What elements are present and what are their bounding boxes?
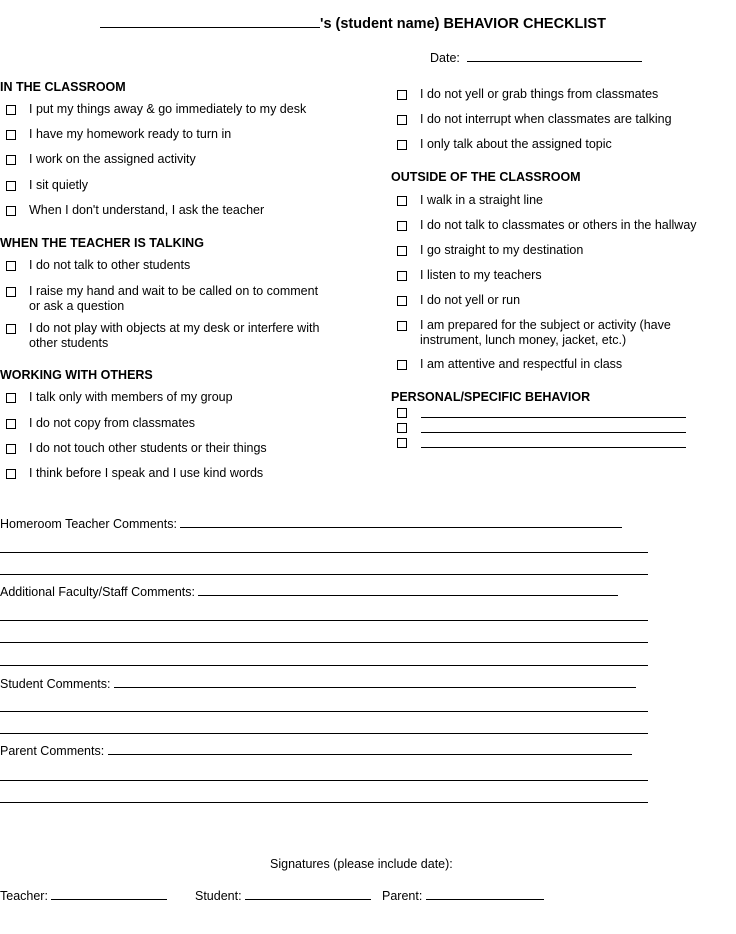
date-row — [430, 48, 642, 65]
checkbox[interactable] — [6, 130, 16, 140]
checklist-item-label: other students — [29, 336, 109, 350]
checklist-item-label: I think before I speak and I use kind words — [29, 466, 264, 480]
parent-comment-line[interactable] — [0, 802, 648, 803]
parent-signature-field[interactable] — [426, 887, 544, 900]
student-signature-label: Student: — [195, 889, 242, 903]
checklist-item-label: I only talk about the assigned topic — [420, 137, 612, 151]
teacher-signature-label: Teacher: — [0, 889, 48, 903]
checklist-item-label: I do not yell or grab things from classmates — [420, 87, 659, 101]
faculty-comment-line[interactable] — [0, 665, 648, 666]
checklist-item-label: I am attentive and respectful in class — [420, 357, 623, 371]
personal-behavior-checkbox[interactable] — [397, 408, 407, 418]
title-text: 's (student name) BEHAVIOR CHECKLIST — [320, 16, 606, 32]
student-comment-line[interactable] — [0, 711, 648, 712]
section-heading-in-the-classroom: IN THE CLASSROOM — [0, 80, 126, 94]
checklist-item-label: I sit quietly — [29, 178, 89, 192]
section-heading-working-with-others: WORKING WITH OTHERS — [0, 368, 153, 382]
checkbox[interactable] — [6, 287, 16, 297]
homeroom-comments-row — [0, 514, 622, 531]
student-comments-field[interactable] — [114, 674, 636, 688]
checkbox[interactable] — [6, 469, 16, 479]
parent-signature-label: Parent: — [382, 889, 423, 903]
parent-comments-label: Parent Comments: — [0, 744, 105, 758]
checklist-item-label: I raise my hand and wait to be called on to comment — [29, 284, 319, 298]
section-heading-when-the-teacher-is-talking: WHEN THE TEACHER IS TALKING — [0, 236, 204, 250]
student-comments-label: Student Comments: — [0, 677, 111, 691]
faculty-comment-line[interactable] — [0, 642, 648, 643]
personal-behavior-checkbox[interactable] — [397, 438, 407, 448]
checklist-item-label: I have my homework ready to turn in — [29, 127, 232, 141]
checklist-item-label: I do not talk to classmates or others in the hallway — [420, 218, 697, 232]
teacher-signature-field[interactable] — [51, 887, 167, 900]
checkbox[interactable] — [6, 155, 16, 165]
checkbox[interactable] — [6, 181, 16, 191]
checkbox[interactable] — [6, 105, 16, 115]
homeroom-comments-field[interactable] — [180, 514, 622, 528]
checklist-item-label: I do not talk to other students — [29, 258, 191, 272]
checkbox[interactable] — [6, 206, 16, 216]
checkbox[interactable] — [397, 271, 407, 281]
checklist-item-label: I do not copy from classmates — [29, 416, 196, 430]
checklist-item-label: I work on the assigned activity — [29, 152, 196, 166]
checklist-item-label: I walk in a straight line — [420, 193, 543, 207]
parent-comments-field[interactable] — [108, 741, 632, 755]
faculty-comment-line[interactable] — [0, 620, 648, 621]
checkbox[interactable] — [6, 393, 16, 403]
checkbox[interactable] — [397, 246, 407, 256]
checklist-item-label: I listen to my teachers — [420, 268, 542, 282]
personal-behavior-blank[interactable] — [421, 447, 686, 448]
checkbox[interactable] — [397, 296, 407, 306]
student-comment-line[interactable] — [0, 733, 648, 734]
homeroom-comment-line[interactable] — [0, 552, 648, 553]
checkbox[interactable] — [6, 444, 16, 454]
personal-behavior-checkbox[interactable] — [397, 423, 407, 433]
section-heading-personal-specific-behavior: PERSONAL/SPECIFIC BEHAVIOR — [391, 390, 591, 404]
date-field[interactable] — [467, 48, 642, 62]
personal-behavior-blank[interactable] — [421, 432, 686, 433]
checkbox[interactable] — [6, 261, 16, 271]
faculty-comments-field[interactable] — [198, 582, 618, 596]
checklist-item-label: I go straight to my destination — [420, 243, 584, 257]
teacher-signature-row — [0, 887, 167, 903]
checklist-item-label: I do not touch other students or their things — [29, 441, 267, 455]
faculty-comments-label: Additional Faculty/Staff Comments: — [0, 585, 195, 599]
checkbox[interactable] — [397, 360, 407, 370]
faculty-comments-row — [0, 582, 618, 599]
checkbox[interactable] — [397, 321, 407, 331]
checklist-item-label: or ask a question — [29, 299, 125, 313]
checklist-item-label: I put my things away & go immediately to my desk — [29, 102, 307, 116]
checkbox[interactable] — [397, 196, 407, 206]
parent-comments-row — [0, 741, 632, 758]
student-comments-row — [0, 674, 636, 691]
signatures-heading: Signatures (please include date): — [270, 857, 453, 871]
checkbox[interactable] — [6, 324, 16, 334]
student-signature-row — [195, 887, 371, 903]
student-signature-field[interactable] — [245, 887, 371, 900]
checklist-item-label: I talk only with members of my group — [29, 390, 233, 404]
homeroom-comment-line[interactable] — [0, 574, 648, 575]
checklist-item-label: When I don't understand, I ask the teacher — [29, 203, 265, 217]
checkbox[interactable] — [397, 90, 407, 100]
checkbox[interactable] — [6, 419, 16, 429]
checkbox[interactable] — [397, 140, 407, 150]
personal-behavior-blank[interactable] — [421, 417, 686, 418]
checkbox[interactable] — [397, 221, 407, 231]
checklist-item-label: I do not yell or run — [420, 293, 521, 307]
checklist-item-label: I do not interrupt when classmates are talking — [420, 112, 672, 126]
parent-comment-line[interactable] — [0, 780, 648, 781]
page-title — [100, 14, 606, 32]
checklist-item-label: I am prepared for the subject or activity (have — [420, 318, 671, 332]
student-name-field[interactable] — [100, 14, 320, 28]
parent-signature-row — [382, 887, 544, 903]
checkbox[interactable] — [397, 115, 407, 125]
homeroom-comments-label: Homeroom Teacher Comments: — [0, 517, 177, 531]
checklist-item-label: I do not play with objects at my desk or interfere with — [29, 321, 320, 335]
checklist-item-label: instrument, lunch money, jacket, etc.) — [420, 333, 627, 347]
date-label: Date: — [430, 51, 460, 65]
section-heading-outside-of-the-classroom: OUTSIDE OF THE CLASSROOM — [391, 170, 581, 184]
